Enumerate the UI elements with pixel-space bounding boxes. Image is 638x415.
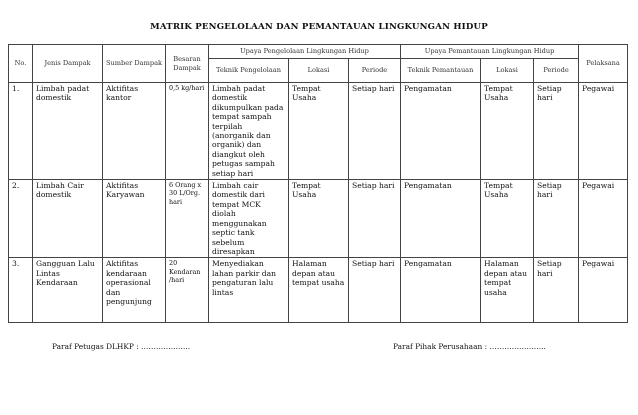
jenis-dampak-cell: Gangguan Lalu Lintas Kendaraan — [33, 258, 103, 323]
jenis-dampak-cell: Limbah Cair domestik — [33, 180, 103, 258]
header-teknik-pemantauan: Teknik Pemantauan — [401, 59, 481, 83]
header-sumber-dampak: Sumber Dampak — [103, 45, 166, 83]
header-jenis-dampak: Jenis Dampak — [33, 45, 103, 83]
periode-pengelolaan-cell: Setiap hari — [349, 83, 401, 180]
teknik-pengelolaan-cell: Limbah padat domestik dikumpulkan pada tempat sampah terpilah (anorganik dan organik) dan diangkut oleh petugas sampah setiap hari — [209, 83, 289, 180]
table-row — [9, 258, 628, 323]
pelaksana-cell: Pegawai — [579, 83, 628, 180]
paraf-petugas-signature-line: Paraf Petugas DLHKP : ……………….. — [52, 342, 191, 351]
besaran-dampak-cell: 6 Orang x 30 L/Org. hari — [166, 180, 209, 258]
sumber-dampak-cell: Aktifitas Karyawan — [103, 180, 166, 258]
teknik-pengelolaan-cell: Menyediakan lahan parkir dan pengaturan lalu lintas — [209, 258, 289, 323]
table-row — [9, 83, 628, 180]
lokasi-pengelolaan-cell: Halaman depan atau tempat usaha — [289, 258, 349, 323]
document-title: MATRIK PENGELOLAAN DAN PEMANTAUAN LINGKUNGAN HIDUP — [150, 22, 488, 32]
row-number: 1. — [9, 83, 33, 180]
periode-pemantauan-cell: Setiap hari — [534, 258, 579, 323]
header-lokasi-pemantauan: Lokasi — [481, 59, 534, 83]
header-upaya-pemantauan: Upaya Pemantauan Lingkungan Hidup — [401, 45, 579, 59]
lokasi-pengelolaan-cell: Tempat Usaha — [289, 180, 349, 258]
periode-pemantauan-cell: Setiap hari — [534, 83, 579, 180]
teknik-pemantauan-cell: Pengamatan — [401, 83, 481, 180]
lokasi-pemantauan-cell: Halaman depan atau tempat usaha — [481, 258, 534, 323]
table-row — [9, 180, 628, 258]
lokasi-pengelolaan-cell: Tempat Usaha — [289, 83, 349, 180]
header-lokasi-pengelolaan: Lokasi — [289, 59, 349, 83]
teknik-pengelolaan-cell: Limbah cair domestik dari tempat MCK diolah menggunakan septic tank sebelum diresapkan — [209, 180, 289, 258]
lokasi-pemantauan-cell: Tempat Usaha — [481, 180, 534, 258]
paraf-perusahaan-signature-line: Paraf Pihak Perusahaan : ………………….. — [393, 342, 546, 351]
jenis-dampak-cell: Limbah padat domestik — [33, 83, 103, 180]
row-number: 3. — [9, 258, 33, 323]
sumber-dampak-cell: Aktifitas kendaraan operasional dan pengunjung — [103, 258, 166, 323]
header-upaya-pengelolaan: Upaya Pengelolaan Lingkungan Hidup — [209, 45, 401, 59]
lokasi-pemantauan-cell: Tempat Usaha — [481, 83, 534, 180]
header-periode-pemantauan: Periode — [534, 59, 579, 83]
periode-pemantauan-cell: Setiap hari — [534, 180, 579, 258]
teknik-pemantauan-cell: Pengamatan — [401, 180, 481, 258]
header-row-1 — [9, 45, 628, 59]
header-teknik-pengelolaan: Teknik Pengelolaan — [209, 59, 289, 83]
besaran-dampak-cell: 20 Kendaran /hari — [166, 258, 209, 323]
pelaksana-cell: Pegawai — [579, 258, 628, 323]
row-number: 2. — [9, 180, 33, 258]
periode-pengelolaan-cell: Setiap hari — [349, 258, 401, 323]
teknik-pemantauan-cell: Pengamatan — [401, 258, 481, 323]
header-pelaksana: Pelaksana — [579, 45, 628, 83]
environment-matrix-table — [8, 44, 628, 323]
header-besaran-dampak: Besaran Dampak — [166, 45, 209, 83]
header-no: No. — [9, 45, 33, 83]
sumber-dampak-cell: Aktifitas kantor — [103, 83, 166, 180]
periode-pengelolaan-cell: Setiap hari — [349, 180, 401, 258]
pelaksana-cell: Pegawai — [579, 180, 628, 258]
besaran-dampak-cell: 0,5 kg/hari — [166, 83, 209, 180]
header-periode-pengelolaan: Periode — [349, 59, 401, 83]
